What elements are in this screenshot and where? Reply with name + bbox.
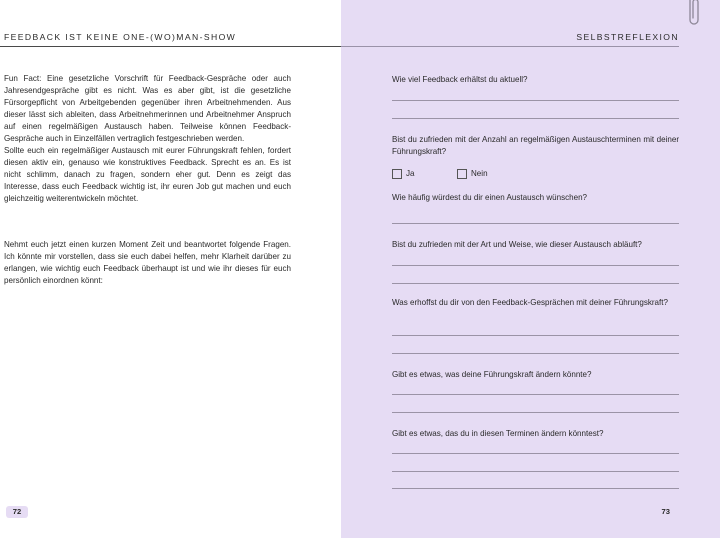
- page-number-right: 73: [661, 507, 670, 516]
- question-7: Gibt es etwas, das du in diesen Terminen ändern könntest?: [392, 429, 604, 438]
- answer-line[interactable]: [392, 335, 679, 336]
- answer-line[interactable]: [392, 488, 679, 489]
- question-1: Wie viel Feedback erhältst du aktuell?: [392, 75, 528, 84]
- checkbox-no-label: Nein: [471, 169, 488, 178]
- question-5: Was erhoffst du dir von den Feedback-Gesprächen mit deiner Führungskraft?: [392, 298, 668, 307]
- right-running-head: SELBSTREFLEXION: [576, 32, 679, 42]
- left-header-rule: [0, 46, 341, 47]
- answer-line[interactable]: [392, 283, 679, 284]
- question-4: Bist du zufrieden mit der Art und Weise, wie dieser Austausch abläuft?: [392, 240, 642, 249]
- body-text-block: [4, 73, 291, 205]
- right-header-rule: [341, 46, 679, 47]
- answer-line[interactable]: [392, 100, 679, 101]
- question-3: Wie häufig würdest du dir einen Austausch wünschen?: [392, 193, 588, 202]
- paragraph-fun-fact: Fun Fact: Eine gesetzliche Vorschrift für Feedback-Gespräche oder auch Jahresendgespräche gibt es nicht. Was es aber gibt, ist die gesetzliche Fürsorgepflicht von Arbeitgebenden gegenüber ihren Arbeitnehmenden. Aus dieser lässt sich ableiten, dass Arbeitnehmerinnen und Arbeitnehmer Anspruch auf einen regelmäßigen Austausch haben. Teilweise können Feedback-Gespräche auch in Einzelfällen vertraglich festgeschrieben werden.: [4, 74, 291, 143]
- answer-line[interactable]: [392, 223, 679, 224]
- question-2: Bist du zufrieden mit der Anzahl an regelmäßigen Austauschterminen mit deiner Führungskraft?: [392, 135, 679, 156]
- answer-line[interactable]: [392, 265, 679, 266]
- answer-line[interactable]: [392, 118, 679, 119]
- page-number-left: 72: [6, 506, 28, 518]
- answer-line[interactable]: [392, 412, 679, 413]
- answer-line[interactable]: [392, 353, 679, 354]
- question-6: Gibt es etwas, was deine Führungskraft ändern könnte?: [392, 370, 592, 379]
- left-running-head: FEEDBACK IST KEINE ONE-(WO)MAN-SHOW: [4, 32, 237, 42]
- checkbox-yes-label: Ja: [406, 169, 415, 178]
- answer-line[interactable]: [392, 453, 679, 454]
- paperclip-icon: [686, 0, 702, 30]
- checkbox-no[interactable]: [457, 169, 467, 179]
- paragraph-exchange: Sollte euch ein regelmäßiger Austausch mit eurer Führungskraft fehlen, fordert diesen aktiv ein, genauso wie konstruktives Feedback. Sprecht es an. Es ist nicht schlimm, danach zu fragen, sondern eher gut. Denn es zeigt das Interesse, dass euch Feedback wichtig ist, ihr euren Job gut machen und euch gleichzeitig weiterentwickeln möchtet.: [4, 146, 291, 203]
- paragraph-invite: Nehmt euch jetzt einen kurzen Moment Zeit und beantwortet folgende Fragen. Ich könnte mir vorstellen, dass sie euch dabei helfen, mehr Klarheit darüber zu erlangen, wie wichtig euch Feedback überhaupt ist und wie ihr dieses für euch persönlich einordnen könnt:: [4, 240, 291, 285]
- checkbox-yes[interactable]: [392, 169, 402, 179]
- answer-line[interactable]: [392, 471, 679, 472]
- answer-line[interactable]: [392, 394, 679, 395]
- paragraph-invite-block: [4, 239, 291, 287]
